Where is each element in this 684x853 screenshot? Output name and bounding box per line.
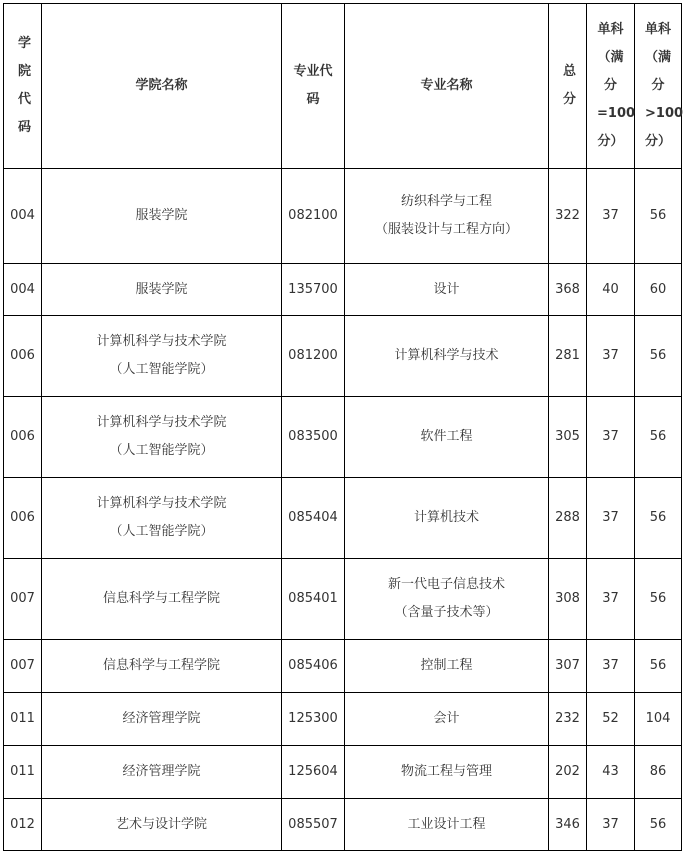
cell-text: 服装学院 — [135, 208, 188, 223]
cell-text: 085404 — [288, 510, 338, 525]
cell-text: 281 — [555, 348, 580, 363]
cell-single-100 — [587, 799, 635, 851]
header-single-100: 单科（满分=100分） — [587, 4, 635, 169]
cell-text: 085507 — [288, 816, 338, 832]
cell-subtext: （含量子技术等） — [394, 605, 499, 620]
cell-text: 43 — [602, 764, 619, 779]
cell-text: 125300 — [288, 711, 338, 726]
cell-college-name — [42, 559, 282, 640]
cell-text: 308 — [555, 591, 580, 606]
cell-text: 52 — [602, 711, 619, 726]
cell-single-gt100 — [635, 746, 682, 799]
cell-text: 125604 — [288, 764, 338, 779]
cell-text: 37 — [602, 429, 619, 444]
cell-text: 232 — [555, 711, 580, 726]
cell-single-100 — [587, 478, 635, 559]
cell-major-code — [282, 478, 345, 559]
cell-text: 288 — [555, 510, 580, 525]
cell-major-name — [345, 799, 549, 851]
cell-subtext: （服装设计与工程方向） — [374, 222, 518, 237]
cell-major-code — [282, 640, 345, 693]
cell-text: 085406 — [288, 658, 338, 673]
cell-college-code — [4, 478, 42, 559]
cell-single-100 — [587, 559, 635, 640]
cell-total — [549, 316, 587, 397]
cell-text: 37 — [602, 510, 619, 525]
header-major-name: 专业名称 — [345, 4, 549, 169]
cell-text: 081200 — [288, 348, 338, 363]
cell-college-name — [42, 799, 282, 851]
cell-college-code — [4, 264, 42, 316]
cell-text: 物流工程与管理 — [400, 764, 492, 779]
cell-single-100 — [587, 316, 635, 397]
cell-text: 37 — [602, 591, 619, 606]
cell-college-code — [4, 799, 42, 851]
cell-single-gt100 — [635, 397, 682, 478]
cell-text: 56 — [649, 208, 667, 223]
cell-text: 006 — [10, 348, 35, 363]
cell-major-code — [282, 316, 345, 397]
cell-total — [549, 264, 587, 316]
cell-major-name — [345, 397, 549, 478]
cell-college-name — [42, 397, 282, 478]
cell-subtext: （人工智能学院） — [109, 524, 214, 539]
cell-major-name — [345, 169, 549, 264]
cell-text: 计算机科学与技术 — [394, 348, 499, 363]
cell-major-code — [282, 559, 345, 640]
cell-major-code — [282, 397, 345, 478]
cell-text: 服装学院 — [135, 281, 188, 297]
cell-text: 083500 — [288, 429, 338, 444]
cell-text: 工业设计工程 — [407, 816, 486, 832]
cell-text: 368 — [555, 281, 580, 297]
cell-text: 004 — [10, 281, 35, 297]
cell-single-gt100 — [635, 264, 682, 316]
cell-text: 软件工程 — [420, 429, 473, 444]
cell-text: 信息科学与工程学院 — [102, 658, 220, 673]
cell-total — [549, 397, 587, 478]
cell-text: 56 — [649, 429, 667, 444]
header-total: 总分 — [549, 4, 587, 169]
cell-college-name — [42, 693, 282, 746]
cell-college-name — [42, 746, 282, 799]
cell-text: 37 — [602, 208, 619, 223]
cell-text: 新一代电子信息技术 — [387, 577, 505, 592]
cell-text: 006 — [10, 429, 35, 444]
cell-text: 计算机科学与技术学院 — [96, 334, 227, 349]
cell-text: 011 — [10, 711, 35, 726]
cell-text: 104 — [645, 711, 671, 726]
cell-college-name — [42, 640, 282, 693]
cell-text: 经济管理学院 — [122, 711, 201, 726]
header-major-code: 专业代码 — [282, 4, 345, 169]
cell-text: 004 — [10, 208, 35, 223]
cell-single-gt100 — [635, 169, 682, 264]
score-table — [3, 3, 682, 851]
cell-single-gt100 — [635, 559, 682, 640]
cell-text: 控制工程 — [420, 658, 473, 673]
cell-total — [549, 746, 587, 799]
cell-text: 计算机科学与技术学院 — [96, 496, 227, 511]
cell-major-name — [345, 316, 549, 397]
cell-text: 信息科学与工程学院 — [102, 591, 220, 606]
header-college-code: 学院代码 — [4, 4, 42, 169]
cell-text: 007 — [10, 591, 35, 606]
cell-text: 56 — [649, 816, 667, 832]
cell-single-gt100 — [635, 799, 682, 851]
cell-college-code — [4, 746, 42, 799]
cell-single-100 — [587, 693, 635, 746]
cell-total — [549, 799, 587, 851]
cell-text: 202 — [555, 764, 580, 779]
cell-single-100 — [587, 640, 635, 693]
cell-text: 135700 — [288, 281, 338, 297]
cell-college-code — [4, 693, 42, 746]
cell-major-code — [282, 799, 345, 851]
cell-major-code — [282, 264, 345, 316]
cell-single-100 — [587, 397, 635, 478]
cell-text: 60 — [649, 281, 667, 297]
cell-college-name — [42, 169, 282, 264]
cell-college-name — [42, 264, 282, 316]
cell-text: 计算机技术 — [413, 510, 479, 525]
cell-single-gt100 — [635, 478, 682, 559]
table-row — [4, 640, 682, 693]
cell-text: 085401 — [288, 591, 338, 606]
cell-text: 56 — [649, 658, 667, 673]
cell-text: 设计 — [433, 281, 460, 297]
cell-text: 307 — [555, 658, 580, 673]
table-row — [4, 559, 682, 640]
cell-major-code — [282, 746, 345, 799]
cell-college-code — [4, 559, 42, 640]
table-row — [4, 478, 682, 559]
cell-single-100 — [587, 746, 635, 799]
cell-text: 56 — [649, 348, 667, 363]
cell-text: 006 — [10, 510, 35, 525]
table-row — [4, 316, 682, 397]
cell-text: 37 — [602, 348, 619, 363]
cell-single-100 — [587, 264, 635, 316]
table-row — [4, 746, 682, 799]
cell-major-name — [345, 746, 549, 799]
cell-text: 56 — [649, 510, 667, 525]
score-table-container — [3, 3, 682, 851]
cell-text: 305 — [555, 429, 580, 444]
cell-single-gt100 — [635, 316, 682, 397]
cell-text: 纺织科学与工程 — [400, 194, 492, 209]
cell-total — [549, 169, 587, 264]
cell-college-code — [4, 316, 42, 397]
cell-major-name — [345, 264, 549, 316]
cell-text: 37 — [602, 816, 619, 832]
cell-text: 56 — [649, 591, 667, 606]
table-row — [4, 693, 682, 746]
table-row — [4, 169, 682, 264]
cell-text: 86 — [649, 764, 667, 779]
cell-text: 艺术与设计学院 — [115, 816, 207, 832]
cell-college-code — [4, 640, 42, 693]
cell-total — [549, 640, 587, 693]
header-college-name: 学院名称 — [42, 4, 282, 169]
cell-college-code — [4, 169, 42, 264]
cell-major-code — [282, 693, 345, 746]
cell-text: 012 — [10, 816, 35, 832]
cell-total — [549, 559, 587, 640]
cell-college-name — [42, 478, 282, 559]
table-row — [4, 397, 682, 478]
cell-text: 007 — [10, 658, 35, 673]
cell-text: 37 — [602, 658, 619, 673]
cell-single-gt100 — [635, 693, 682, 746]
cell-single-gt100 — [635, 640, 682, 693]
cell-total — [549, 693, 587, 746]
cell-subtext: （人工智能学院） — [109, 362, 214, 377]
cell-total — [549, 478, 587, 559]
cell-major-name — [345, 640, 549, 693]
cell-major-code — [282, 169, 345, 264]
cell-text: 经济管理学院 — [122, 764, 201, 779]
header-row — [4, 4, 682, 169]
cell-text: 会计 — [433, 711, 460, 726]
cell-text: 322 — [555, 208, 580, 223]
table-row — [4, 799, 682, 851]
header-single-gt100: 单科（满分>100分） — [635, 4, 682, 169]
cell-text: 082100 — [288, 208, 338, 223]
cell-subtext: （人工智能学院） — [109, 443, 214, 458]
cell-text: 40 — [602, 281, 619, 297]
cell-college-code — [4, 397, 42, 478]
cell-text: 计算机科学与技术学院 — [96, 415, 227, 430]
cell-single-100 — [587, 169, 635, 264]
cell-major-name — [345, 559, 549, 640]
table-row — [4, 264, 682, 316]
cell-major-name — [345, 693, 549, 746]
cell-text: 011 — [10, 764, 35, 779]
cell-major-name — [345, 478, 549, 559]
table-body — [4, 169, 682, 851]
cell-text: 346 — [555, 816, 580, 832]
cell-college-name — [42, 316, 282, 397]
